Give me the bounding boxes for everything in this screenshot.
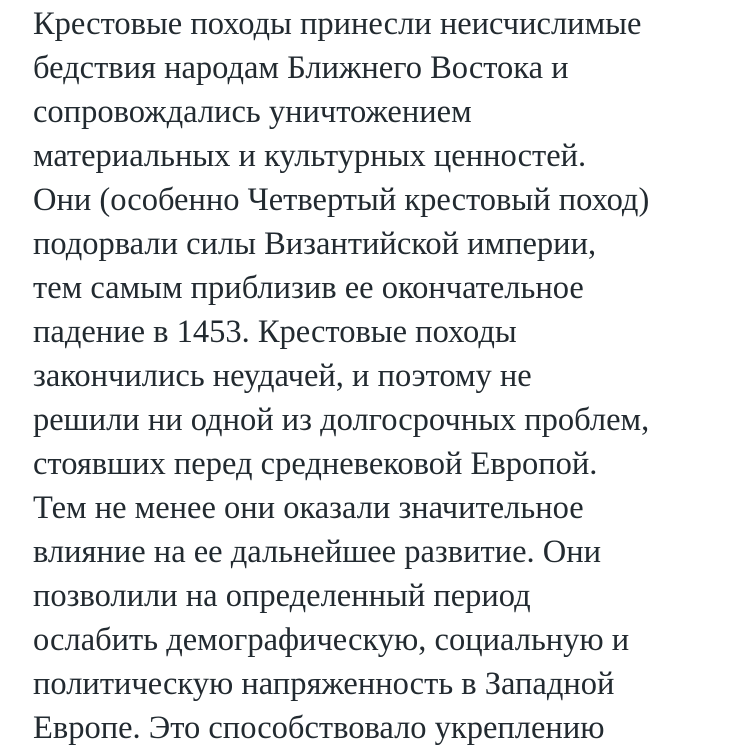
text-paragraph xyxy=(33,2,745,750)
text-line: материальных и культурных ценностей. xyxy=(33,138,587,174)
text-line: подорвали силы Византийской империи, xyxy=(33,226,597,262)
text-line: позволили на определенный период xyxy=(33,578,531,614)
text-line: закончились неудачей, и поэтому не xyxy=(33,358,532,394)
text-line: бедствия народам Ближнего Востока и xyxy=(33,50,569,86)
text-line: падение в 1453. Крестовые походы xyxy=(33,314,517,350)
text-line: Тем не менее они оказали значительное xyxy=(33,490,584,526)
text-line: Европе. Это способствовало укреплению xyxy=(33,710,605,746)
text-line: тем самым приблизив ее окончательное xyxy=(33,270,584,306)
text-line: Крестовые походы принесли неисчислимые xyxy=(33,6,642,42)
text-line: решили ни одной из долгосрочных проблем, xyxy=(33,402,650,438)
text-line: ослабить демографическую, социальную и xyxy=(33,622,630,658)
text-line: Они (особенно Четвертый крестовый поход) xyxy=(33,182,650,218)
text-line: политическую напряженность в Западной xyxy=(33,666,615,702)
text-line: стоявших перед средневековой Европой. xyxy=(33,446,598,482)
text-line: влияние на ее дальнейшее развитие. Они xyxy=(33,534,602,570)
text-line: сопровождались уничтожением xyxy=(33,94,472,130)
